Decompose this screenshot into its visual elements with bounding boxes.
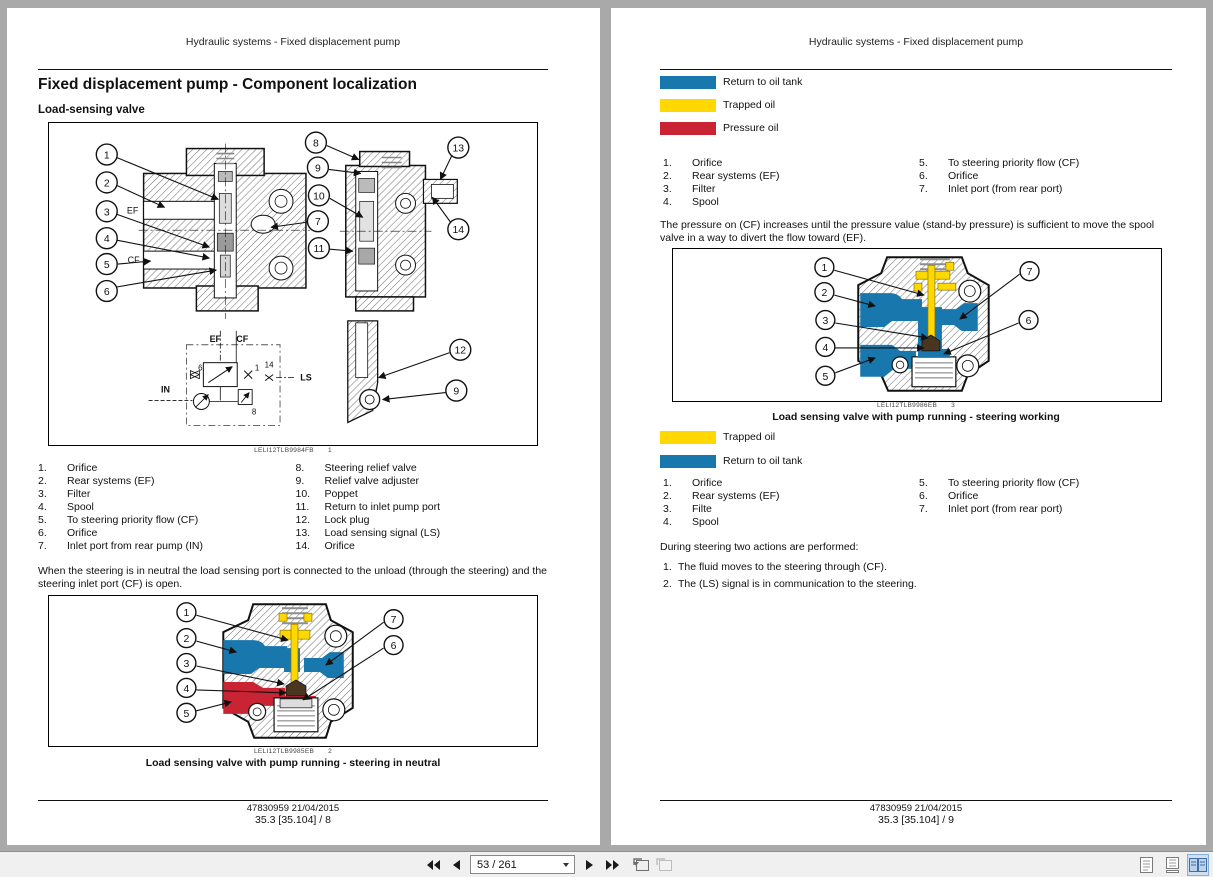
list-item: 1. Orifice bbox=[38, 462, 98, 474]
component-list bbox=[663, 157, 1175, 209]
paragraph: The pressure on (CF) increases until the pressure value (stand-by pressure) is sufficient to move the spool valve in a way to divert the flow toward (EF). bbox=[660, 219, 1155, 244]
callout-number: 2 bbox=[103, 178, 110, 190]
callout bbox=[96, 254, 117, 275]
figure-code: LELI12TLB9984FB 1 bbox=[254, 447, 332, 454]
component-list bbox=[663, 477, 1175, 529]
last-page-button[interactable] bbox=[603, 856, 621, 874]
step-item: 1. The fluid moves to the steering through (CF). bbox=[663, 561, 887, 573]
figure-3-diagram bbox=[673, 249, 1161, 401]
callout bbox=[816, 337, 835, 356]
paragraph: During steering two actions are performed: bbox=[660, 541, 859, 553]
list-item: 2. Rear systems (EF) bbox=[38, 475, 155, 487]
callout bbox=[96, 281, 117, 302]
callout-number: 3 bbox=[822, 316, 829, 328]
first-page-button[interactable] bbox=[424, 856, 442, 874]
legend-pressure-oil: Pressure oil bbox=[660, 121, 778, 135]
page-right bbox=[611, 8, 1206, 845]
single-page-icon bbox=[1140, 857, 1153, 873]
list-item: 10. Poppet bbox=[295, 488, 358, 500]
callout bbox=[1020, 262, 1039, 281]
callout bbox=[96, 201, 117, 222]
continuous-view-button[interactable] bbox=[1161, 854, 1183, 876]
page-number-combobox[interactable] bbox=[470, 855, 575, 874]
callout bbox=[450, 339, 471, 360]
callout-number: 12 bbox=[454, 345, 467, 357]
steps-list bbox=[663, 561, 1178, 591]
callout-number: 7 bbox=[314, 217, 321, 229]
callout bbox=[448, 137, 469, 158]
callout-number: 6 bbox=[390, 641, 397, 653]
legend-return-to-oil-tank: Return to oil tank bbox=[660, 75, 802, 89]
callout bbox=[816, 366, 835, 385]
callout-number: 5 bbox=[183, 708, 190, 720]
list-item: 7. Inlet port (from rear port) bbox=[919, 183, 1063, 195]
next-view-button[interactable] bbox=[655, 856, 673, 874]
paragraph: When the steering is in neutral the load sensing port is connected to the unload (through the steering) and the steering inlet port (CF) is open. bbox=[38, 565, 547, 590]
figure-1-diagram bbox=[49, 123, 537, 445]
list-item: 2. Rear systems (EF) bbox=[663, 490, 780, 502]
callout bbox=[305, 132, 326, 153]
list-item: 12. Lock plug bbox=[295, 514, 370, 526]
callout-number: 3 bbox=[103, 207, 110, 219]
callout-number: 10 bbox=[313, 191, 325, 203]
legend-swatch-yellow bbox=[660, 99, 716, 112]
list-item: 1. Orifice bbox=[663, 477, 723, 489]
callout-number: 7 bbox=[1026, 267, 1033, 279]
legend-trapped-oil: Trapped oil bbox=[660, 430, 775, 444]
list-item: 14. Orifice bbox=[295, 540, 355, 552]
callout bbox=[96, 228, 117, 249]
page-header: Hydraulic systems - Fixed displacement pump bbox=[808, 36, 1024, 48]
list-item: 9. Relief valve adjuster bbox=[295, 475, 420, 487]
callout bbox=[308, 185, 329, 206]
first-page-icon bbox=[426, 859, 441, 871]
callout-number: 1 bbox=[821, 263, 828, 275]
callout bbox=[96, 172, 117, 193]
list-item: 4. Spool bbox=[38, 501, 94, 513]
label-ef-schematic: EF bbox=[209, 333, 222, 344]
label-ef: EF bbox=[126, 205, 139, 216]
legend-swatch-yellow bbox=[660, 431, 716, 444]
hydraulic-schematic bbox=[149, 331, 312, 426]
previous-view-button[interactable] bbox=[632, 856, 650, 874]
list-item: 3. Filter bbox=[663, 183, 716, 195]
legend-return-to-oil-tank: Return to oil tank bbox=[660, 454, 802, 468]
footer-doc-number: 47830959 21/04/2015 bbox=[246, 803, 340, 814]
next-view-icon bbox=[656, 857, 673, 872]
page-left bbox=[7, 8, 600, 845]
footer-rule bbox=[660, 800, 1172, 801]
legend-swatch-blue bbox=[660, 455, 716, 468]
single-page-view-button[interactable] bbox=[1135, 854, 1157, 876]
callout-number: 14 bbox=[452, 225, 465, 237]
callout-number: 5 bbox=[822, 371, 829, 383]
valve-cross-section-right bbox=[340, 152, 458, 311]
schematic-num-6: 6 bbox=[198, 363, 203, 373]
page-footer bbox=[38, 800, 548, 826]
callout-number: 4 bbox=[822, 342, 829, 354]
callout bbox=[448, 219, 469, 240]
callout-number: 11 bbox=[313, 244, 325, 256]
callout bbox=[384, 636, 403, 655]
figure-load-sensing-valve-localization bbox=[48, 122, 538, 446]
callout bbox=[96, 144, 117, 165]
callout-number: 1 bbox=[103, 150, 110, 162]
callout bbox=[307, 211, 328, 232]
page-header: Hydraulic systems - Fixed displacement pump bbox=[185, 36, 401, 48]
legend-swatch-blue bbox=[660, 76, 716, 89]
callout bbox=[177, 703, 196, 722]
callout-number: 6 bbox=[1025, 316, 1032, 328]
list-item: 4. Spool bbox=[663, 196, 719, 208]
callout-number: 2 bbox=[821, 288, 828, 300]
callout bbox=[308, 238, 329, 259]
lock-plug-detail bbox=[348, 321, 380, 423]
figure-2-diagram bbox=[49, 596, 537, 746]
page-indicator-value: 53 / 261 bbox=[477, 858, 517, 871]
list-item: 6. Orifice bbox=[919, 490, 979, 502]
figure-caption: Load sensing valve with pump running - steering in neutral bbox=[145, 757, 441, 769]
list-item: 6. Orifice bbox=[38, 527, 98, 539]
list-item: 3. Filter bbox=[38, 488, 91, 500]
page-title: Fixed displacement pump - Component localization bbox=[38, 76, 417, 93]
schematic-num-1: 1 bbox=[254, 363, 260, 373]
callout-number: 4 bbox=[103, 234, 110, 246]
section-subtitle: Load-sensing valve bbox=[38, 104, 145, 116]
component-list bbox=[38, 462, 553, 553]
schematic-num-8: 8 bbox=[251, 407, 257, 417]
callout bbox=[815, 283, 834, 302]
page-navigation bbox=[424, 854, 673, 875]
figure-caption: Load sensing valve with pump running - steering working bbox=[772, 411, 1060, 423]
figure-steering-neutral bbox=[48, 595, 538, 747]
callout bbox=[816, 311, 835, 330]
list-item: 3. Filte bbox=[663, 503, 712, 515]
list-item: 5. To steering priority flow (CF) bbox=[38, 514, 199, 526]
bottom-toolbar bbox=[0, 851, 1213, 877]
two-page-icon bbox=[1189, 857, 1207, 873]
continuous-page-icon bbox=[1166, 857, 1179, 873]
figure-code: LELI12TLB9986EB 3 bbox=[876, 402, 956, 409]
callout bbox=[177, 603, 196, 622]
valve-cross-section-left bbox=[127, 144, 310, 319]
callout-number: 6 bbox=[103, 286, 110, 298]
header-rule bbox=[660, 69, 1172, 70]
list-item: 2. Rear systems (EF) bbox=[663, 170, 780, 182]
label-ls: LS bbox=[300, 372, 312, 383]
callout-number: 7 bbox=[390, 615, 397, 627]
callout-number: 2 bbox=[183, 634, 190, 646]
footer-rule bbox=[38, 800, 548, 801]
label-cf: CF bbox=[127, 255, 140, 266]
footer-doc-number: 47830959 21/04/2015 bbox=[869, 803, 963, 814]
next-page-icon bbox=[585, 859, 594, 871]
list-item: 1. Orifice bbox=[663, 157, 723, 169]
list-item: 13. Load sensing signal (LS) bbox=[295, 527, 441, 539]
callout-number: 3 bbox=[183, 659, 190, 671]
last-page-icon bbox=[605, 859, 620, 871]
list-item: 5. To steering priority flow (CF) bbox=[919, 477, 1080, 489]
figure-code: LELI12TLB9985EB 2 bbox=[253, 748, 333, 755]
list-item: 4. Spool bbox=[663, 516, 719, 528]
next-page-button[interactable] bbox=[580, 856, 598, 874]
previous-page-icon bbox=[452, 859, 461, 871]
legend-trapped-oil: Trapped oil bbox=[660, 98, 775, 112]
callout bbox=[1019, 311, 1038, 330]
schematic-num-14: 14 bbox=[264, 360, 274, 370]
callout-number: 9 bbox=[314, 163, 321, 175]
figure-steering-working bbox=[672, 248, 1162, 402]
footer-page-number: 35.3 [35.104] / 8 bbox=[255, 814, 331, 826]
callout bbox=[177, 629, 196, 648]
previous-view-icon bbox=[633, 857, 650, 872]
list-item: 7. Inlet port from rear pump (IN) bbox=[38, 540, 203, 552]
callout bbox=[177, 654, 196, 673]
two-page-view-button[interactable] bbox=[1187, 854, 1209, 876]
list-item: 11. Return to inlet pump port bbox=[295, 501, 441, 513]
chevron-down-icon bbox=[563, 863, 569, 867]
callout-number: 9 bbox=[453, 386, 460, 398]
callout-number: 4 bbox=[183, 683, 190, 695]
label-cf-schematic: CF bbox=[236, 333, 249, 344]
legend-swatch-red bbox=[660, 122, 716, 135]
footer-page-number: 35.3 [35.104] / 9 bbox=[878, 814, 954, 826]
page-footer bbox=[660, 800, 1172, 826]
callout bbox=[446, 380, 467, 401]
header-rule bbox=[38, 69, 548, 70]
callout bbox=[307, 157, 328, 178]
page-layout-options bbox=[1135, 854, 1209, 875]
list-item: 8. Steering relief valve bbox=[295, 462, 417, 474]
label-in: IN bbox=[161, 384, 171, 395]
callout bbox=[177, 678, 196, 697]
callout-number: 8 bbox=[312, 138, 319, 150]
previous-page-button[interactable] bbox=[447, 856, 465, 874]
step-item: 2. The (LS) signal is in communication to the steering. bbox=[663, 578, 917, 590]
callout bbox=[384, 610, 403, 629]
list-item: 6. Orifice bbox=[919, 170, 979, 182]
callout-number: 1 bbox=[183, 608, 190, 620]
list-item: 7. Inlet port (from rear port) bbox=[919, 503, 1063, 515]
list-item: 5. To steering priority flow (CF) bbox=[919, 157, 1080, 169]
callout-number: 5 bbox=[103, 260, 110, 272]
callout bbox=[815, 258, 834, 277]
callout-number: 13 bbox=[452, 143, 465, 155]
